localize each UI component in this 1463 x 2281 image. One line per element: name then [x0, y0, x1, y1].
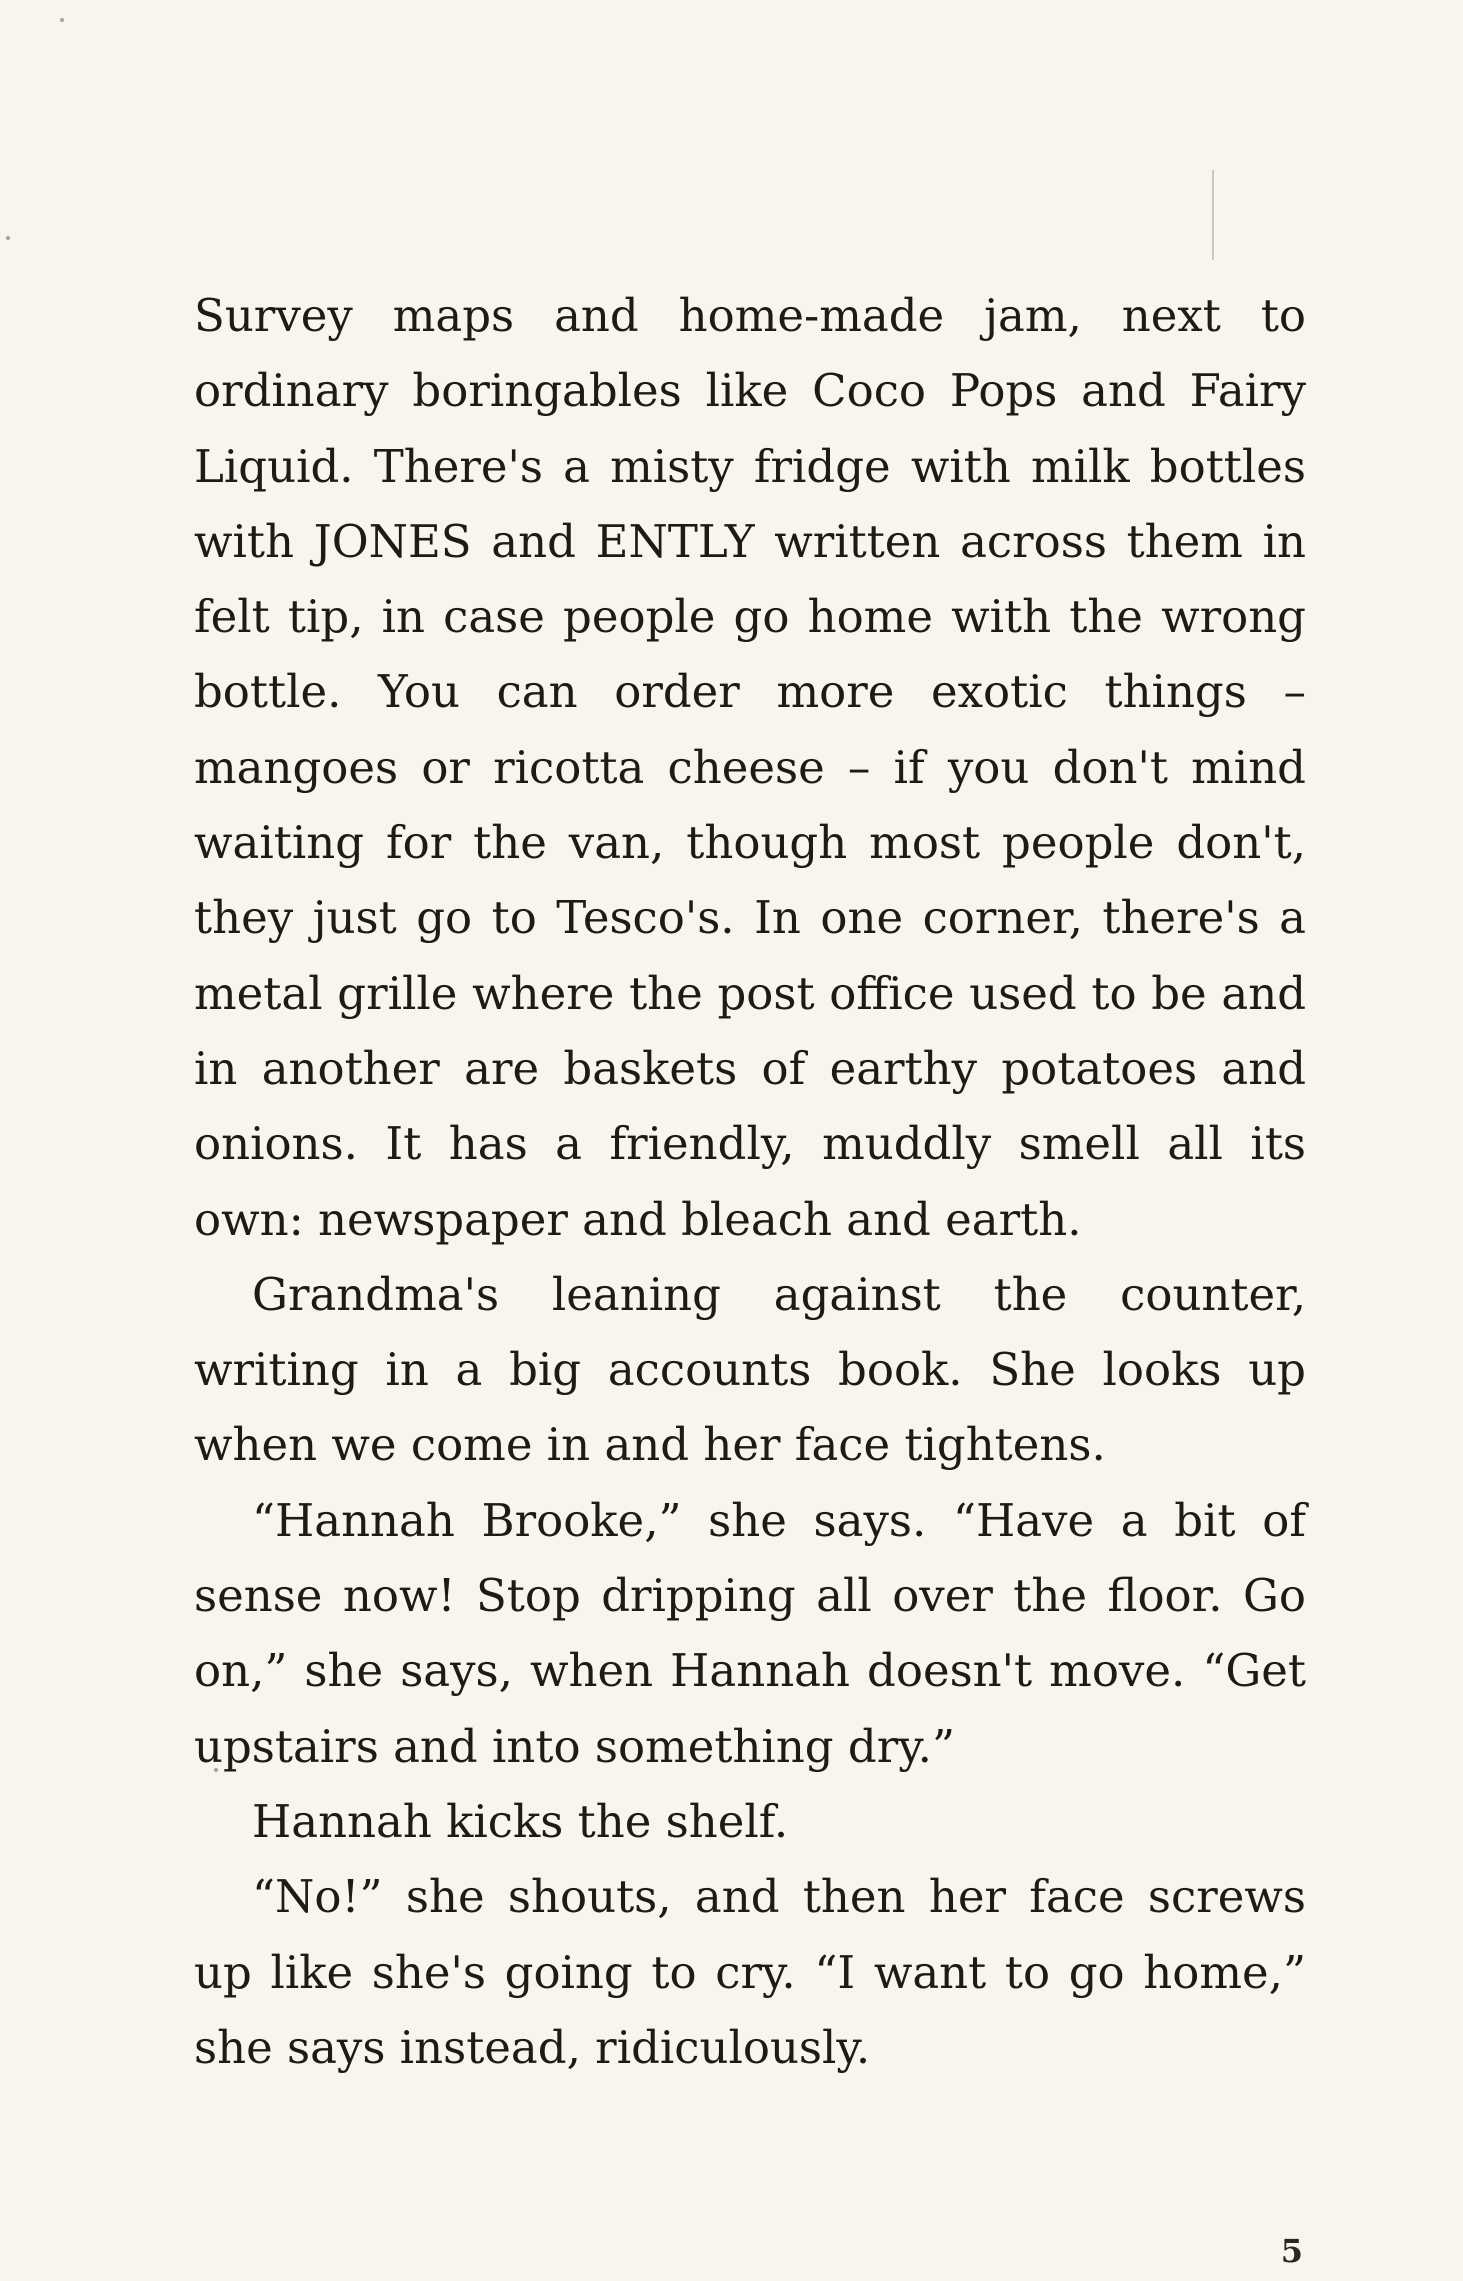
- body-text: [194, 278, 1306, 2085]
- paragraph-1: Survey maps and home-made jam, next to ordinary boringables like Coco Pops and Fairy Liquid. There's a misty fridge with milk bottles with JONES and ENTLY written across them in felt tip, in case people go home with the wrong bottle. You can order more exotic things – mangoes or ricotta cheese – if you don't mind waiting for the van, though most people don't, they just go to Tesco's. In one corner, there's a metal grille where the post office used to be and in another are baskets of earthy potatoes and onions. It has a friendly, muddly smell all its own: newspaper and bleach and earth.: [194, 289, 1306, 1246]
- scan-speck: [60, 18, 64, 22]
- paragraph-2: Grandma's leaning against the counter, writing in a big accounts book. She looks up when we come in and her face tightens.: [194, 1267, 1306, 1472]
- page-number: 5: [1280, 2232, 1303, 2270]
- paragraph-4: Hannah kicks the shelf.: [252, 1794, 789, 1848]
- scan-speck: [6, 236, 10, 240]
- paragraph-3: “Hannah Brooke,” she says. “Have a bit of sense now! Stop dripping all over the floor. Go on,” she says, when Hannah doesn't move. “Get upstairs and into something dry.”: [194, 1493, 1306, 1773]
- scan-edge-mark: [1212, 170, 1214, 260]
- paragraph-5: “No!” she shouts, and then her face screws up like she's going to cry. “I want to go home,” she says instead, ridiculously.: [194, 1870, 1306, 2074]
